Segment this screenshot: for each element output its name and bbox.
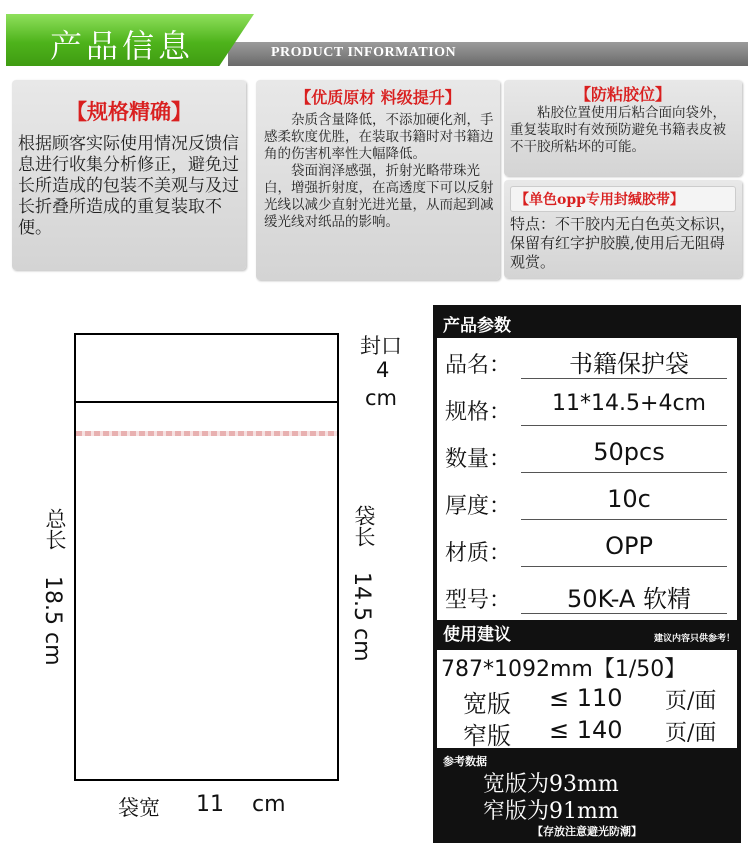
adhesive-tape-strip xyxy=(76,431,337,436)
anti-stick-box xyxy=(504,80,742,176)
param-underline xyxy=(521,425,727,426)
param-value: 10c xyxy=(607,485,651,513)
param-underline xyxy=(521,566,727,567)
anti-stick-title: 【防粘胶位】 xyxy=(574,85,671,104)
usage-narrow-label: 窄版 xyxy=(463,722,511,750)
param-row-model xyxy=(437,573,737,620)
header-banner xyxy=(6,14,748,66)
usage-narrow-unit: 页/面 xyxy=(665,721,717,746)
param-row-material xyxy=(437,526,737,573)
bag-width-unit: cm xyxy=(252,792,286,817)
banner-title: 产品信息 xyxy=(50,27,195,65)
param-row-name xyxy=(437,338,737,385)
param-value: OPP xyxy=(605,532,653,560)
param-value: 50K-A 软精 xyxy=(567,585,691,613)
seal-label: 封口 xyxy=(360,334,402,358)
usage-box xyxy=(437,650,737,748)
bag-width-value: 11 xyxy=(196,792,224,817)
param-label: 材质： xyxy=(445,541,512,566)
usage-note: 建议内容只供参考！ xyxy=(653,634,735,644)
param-row-thickness xyxy=(437,479,737,526)
spec-accuracy-text: 根据顾客实际使用情况反馈信息进行收集分析修正，避免过长所造成的包装不美观与及过长折叠所造成的重复装取不便。 xyxy=(18,134,239,238)
param-value: 50pcs xyxy=(593,438,665,466)
param-label: 型号： xyxy=(445,588,512,613)
seal-tape-text: 特点：不干胶内无白色英文标识，保留有红字护胶膜,使用后无阻碍观赏。 xyxy=(510,215,736,271)
params-title: 产品参数 xyxy=(443,316,511,336)
reference-narrow: 窄版为91mm xyxy=(483,799,619,824)
bag-flap-line xyxy=(74,401,339,403)
bag-length-label: 袋长 xyxy=(352,505,376,547)
reference-wide: 宽版为93mm xyxy=(483,772,619,797)
usage-paper-size: 787*1092mm【1/50】 xyxy=(441,657,687,682)
total-length-value: 18.5 cm xyxy=(40,576,65,666)
params-list xyxy=(437,338,737,620)
param-underline xyxy=(521,613,727,614)
seal-tape-box xyxy=(504,180,742,278)
param-value: 11*14.5+4cm xyxy=(552,391,706,416)
usage-title: 使用建议 xyxy=(443,625,511,645)
reference-title: 参考数据 xyxy=(443,755,487,768)
banner-subtitle: PRODUCT INFORMATION xyxy=(271,45,457,60)
total-length-label: 总长 xyxy=(43,508,67,550)
param-label: 厚度： xyxy=(445,494,512,519)
seal-unit: cm xyxy=(365,386,398,410)
storage-note: 【存放注意避光防潮】 xyxy=(532,825,642,838)
usage-wide-value: ≤ 110 xyxy=(549,684,623,712)
seal-tape-tag: 【单色opp专用封缄胶带】 xyxy=(510,186,736,212)
param-value: 书籍保护袋 xyxy=(569,350,689,378)
param-row-quantity xyxy=(437,432,737,479)
spec-accuracy-box xyxy=(12,80,246,270)
param-label: 规格： xyxy=(445,400,512,425)
param-label: 品名： xyxy=(445,353,512,378)
param-row-spec xyxy=(437,385,737,432)
param-underline xyxy=(521,378,727,379)
spec-accuracy-title: 【规格精确】 xyxy=(66,99,192,124)
usage-narrow-value: ≤ 140 xyxy=(549,716,623,744)
usage-wide-unit: 页/面 xyxy=(665,689,717,714)
material-text-2: 袋面润泽感强，折射光略带珠光白，增强折射度，在高透度下可以反射光线以减少直射光进光量，从而起到减缓光线对纸品的影响。 xyxy=(264,163,494,230)
param-underline xyxy=(521,519,727,520)
product-params-panel xyxy=(433,305,741,843)
material-box xyxy=(256,80,500,280)
bag-length-value: 14.5 cm xyxy=(349,572,374,662)
param-label: 数量： xyxy=(445,447,512,472)
usage-wide-label: 宽版 xyxy=(463,690,511,718)
anti-stick-text: 粘胶位置使用后粘合面向袋外，重复装取时有效预防避免书籍表皮被不干胶所粘坏的可能。 xyxy=(510,105,726,155)
param-underline xyxy=(521,472,727,473)
bag-width-label: 袋宽 xyxy=(118,796,160,820)
material-title: 【优质原材 料级提升】 xyxy=(295,88,461,107)
seal-value: 4 xyxy=(376,358,390,382)
material-text-1: 杂质含量降低，不添加硬化剂，手感柔软度优胜，在装取书籍时对书籍边角的伤害机率性大幅降低。 xyxy=(264,112,494,162)
